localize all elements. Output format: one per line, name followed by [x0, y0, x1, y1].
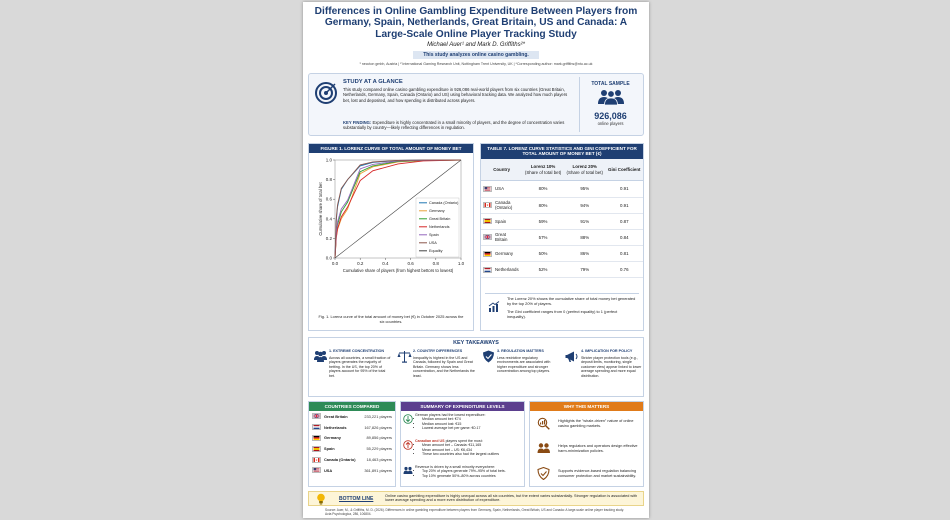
legend-label: Germany: [429, 209, 445, 213]
key-takeaways: [308, 337, 644, 397]
table-body: [481, 181, 643, 278]
arrow-down-icon: [403, 414, 413, 424]
takeaway-item: [563, 348, 645, 396]
player-count: 167,826 players: [364, 424, 392, 430]
summary-bullet: • Median amount lost: €15: [422, 422, 522, 426]
gini-cell: 0.84: [606, 229, 643, 245]
gini-cell: 0.87: [606, 213, 643, 229]
country-row: [309, 411, 395, 422]
table-row: [481, 213, 643, 229]
country-name: Germany: [495, 251, 514, 257]
legend-label: Equality: [429, 249, 443, 253]
people-icon: [596, 89, 626, 105]
country-name: Spain: [324, 446, 335, 452]
group-icon: [313, 350, 328, 363]
table-column-header: [606, 159, 643, 181]
country-list: [309, 411, 395, 476]
people-icon: [537, 442, 550, 455]
country-row: [309, 465, 395, 476]
country-row: [309, 443, 395, 454]
study-banner: This study analyzes online casino gambling.: [413, 51, 539, 59]
country-name: Canada (Ontario): [324, 457, 356, 463]
sample-value: 926,086: [594, 111, 627, 121]
country-cell: [481, 181, 522, 197]
legend-label: USA: [429, 241, 437, 245]
study-at-a-glance: [308, 73, 644, 136]
sample-sub: online players: [597, 121, 624, 126]
lorenz-cell: 91%: [564, 213, 606, 229]
table-head-row: [481, 159, 643, 181]
authors: Michael Auer¹ and Mark D. Griffiths²*: [427, 42, 525, 48]
lorenz-cell: 80%: [522, 181, 564, 197]
nl-flag-icon: [483, 267, 492, 273]
summary-minority-lead: Revenue is driven by a small minority everywhere:: [415, 465, 496, 469]
summary-highest-countries: Canadian and US: [415, 439, 445, 443]
player-count: 55,229 players: [366, 446, 392, 452]
sample-label: TOTAL SAMPLE: [591, 81, 630, 87]
summary-bullet: • Lowest average bet per game: €0.17: [422, 426, 522, 430]
figure-caption: Fig. 1. Lorenz curve of the total amount of money bet (€) in October 2025 across the six countries.: [318, 314, 464, 325]
lightbulb-icon: [315, 493, 327, 505]
ca-flag-icon: [483, 202, 492, 208]
table-column-header: [481, 159, 522, 181]
gini-cell: 0.81: [606, 246, 643, 262]
lorenz-chart: [309, 154, 473, 304]
de-flag-icon: [483, 251, 492, 257]
lorenz-cell: 50%: [522, 246, 564, 262]
x-tick-label: 0.8: [432, 261, 439, 266]
takeaway-body: Inequality is highest in the US and Canada, followed by Spain and Great Britain. Germany shows less concentration, and the Netherlands the least.: [413, 356, 475, 378]
y-axis-label: Cumulative share of total bet: [318, 182, 323, 236]
scales-icon: [397, 350, 412, 363]
source-citation: Source: Auer, M., & Griffiths, M. D. (2026). Differences in online gambling expenditure between players from Germany, Spain, Netherlands, Great Britain, US and Canada: A large-scale online player tracking study. Acta Psychologica, 286, 106804.: [325, 508, 625, 516]
takeaway-head: 3. REGULATION MATTERS: [497, 349, 544, 353]
table-note-2: The Gini coefficient ranges from 0 (perfect equality) to 1 (perfect inequality).: [507, 308, 618, 319]
y-tick-label: 0.2: [325, 235, 332, 241]
shield-check-icon: [537, 467, 550, 480]
takeaway-body: Less restrictive regulatory environments are associated with higher expenditure and stronger concentration among top players.: [497, 356, 551, 374]
column-subtitle: (Share of total bet): [524, 169, 562, 175]
magnifier-chart-icon: [537, 417, 550, 430]
lorenz-cell: 80%: [522, 197, 564, 213]
table-lorenz-gini: [480, 143, 644, 331]
y-tick-label: 1.0: [325, 157, 332, 163]
es-flag-icon: [483, 218, 492, 224]
megaphone-icon: [565, 350, 580, 363]
table-row: [481, 197, 643, 213]
takeaway-item: [479, 348, 561, 396]
table-header: TABLE 7. LORENZ CURVE STATISTICS AND GINI COEFFICIENT FOR TOTAL AMOUNT OF MONEY BET (€): [481, 144, 643, 159]
table-note: [485, 293, 639, 327]
target-icon: [315, 82, 337, 104]
summary-bullet: • Mean amount bet – US: €6,434: [422, 448, 522, 452]
summary-header: SUMMARY OF EXPENDITURE LEVELS: [401, 402, 524, 411]
chart-trend-icon: [488, 301, 500, 313]
column-title: Lorenz 20%: [572, 164, 597, 170]
why-text: Highlights the "whale-driven" nature of online casino gambling markets.: [558, 418, 634, 428]
country-row: [309, 454, 395, 465]
nl-flag-icon: [312, 424, 321, 430]
country-name: USA: [324, 467, 333, 473]
country-cell: [481, 197, 522, 213]
us-flag-icon: [483, 186, 492, 192]
people-icon: [403, 466, 413, 476]
takeaway-body: Stricter player protection tools (e.g., deposit limits, monitoring, single customer view) appear linked to lower average spending and more equal distribution.: [581, 356, 642, 378]
de-flag-icon: [312, 435, 321, 441]
lorenz-cell: 79%: [564, 262, 606, 278]
key-finding-label: KEY FINDING:: [343, 120, 372, 125]
player-count: 18,463 players: [366, 457, 392, 463]
lorenz-cell: 86%: [564, 246, 606, 262]
gini-cell: 0.91: [606, 181, 643, 197]
country-name: Spain: [495, 218, 507, 224]
legend-label: Canada (Ontario): [429, 201, 459, 205]
us-flag-icon: [312, 467, 321, 473]
stats-table: [481, 159, 643, 279]
takeaway-head: 1. EXTREME CONCENTRATION: [329, 349, 385, 353]
summary-minority: [401, 465, 524, 489]
y-tick-label: 0.4: [325, 216, 332, 222]
key-finding-text: Expenditure is highly concentrated in a small minority of players, and the degree of concentration varies substantially by country—likely reflecting differences in regulation.: [343, 120, 565, 131]
why-this-matters: [529, 401, 644, 487]
country-cell: [481, 262, 522, 278]
table-row: [481, 229, 643, 245]
player-count: 361,891 players: [364, 467, 392, 473]
bottom-line: [308, 491, 644, 506]
table-column-header: [564, 159, 606, 181]
poster-title: Differences in Online Gambling Expenditure Between Players from Germany, Spain, Netherlands, Great Britain, US and Canada: A Large-Scale Online Player Tracking Study: [314, 6, 638, 40]
key-finding: [343, 120, 573, 131]
legend-label: Spain: [429, 233, 439, 237]
takeaway-item: [395, 348, 477, 396]
country-row: [309, 433, 395, 444]
why-text: Helps regulators and operators design effective harm-minimization policies.: [558, 443, 638, 453]
summary-expenditure: [400, 401, 525, 487]
figure-header: FIGURE 1. LORENZ CURVE OF TOTAL AMOUNT OF MONEY BET: [309, 144, 473, 153]
figure-lorenz-curve: [308, 143, 474, 331]
takeaway-item: [311, 348, 393, 396]
countries-compared: [308, 401, 396, 487]
why-item: [530, 436, 643, 461]
country-name: Netherlands: [495, 267, 519, 273]
x-tick-label: 0.6: [407, 261, 414, 266]
summary-lowest-lead: German players had the lowest expenditure:: [415, 413, 486, 417]
lorenz-cell: 95%: [564, 181, 606, 197]
lorenz-cell: 94%: [564, 197, 606, 213]
table-row: [481, 262, 643, 278]
summary-bullet: • Top 10% generate 50%–80% across countries: [422, 474, 522, 478]
why-text: Supports evidence-based regulation balancing consumer protection and market sustainability.: [558, 468, 637, 478]
ca-flag-icon: [312, 457, 321, 463]
summary-bullet: • Top 20% of players generate 79%–95% of total bets.: [422, 469, 522, 473]
column-title: Country: [493, 166, 511, 172]
country-name: Great Britain: [324, 413, 348, 419]
country-cell: [481, 246, 522, 262]
glance-text: This study compared online casino gambling expenditure in 926,086 real-world players from six countries (Great Britain, Netherlands, Germany, Spain, Canada (Ontario) and US) using behavioral tracking data. We analyzed how much players bet, lost and deposited, and how spending is distributed across players.: [343, 87, 568, 103]
table-column-header: [522, 159, 564, 181]
summary-lowest: [401, 413, 524, 437]
summary-bullet: • Mean amount bet – Canada: €11,165: [422, 443, 522, 447]
why-header: WHY THIS MATTERS: [530, 402, 643, 411]
bottom-line-title: BOTTOM LINE: [339, 496, 374, 502]
country-cell: [481, 213, 522, 229]
x-tick-label: 0.2: [357, 261, 364, 266]
country-name: USA: [495, 186, 505, 192]
summary-highest: [401, 439, 524, 463]
legend-label: Great Britain: [429, 217, 451, 221]
country-name: Netherlands: [324, 424, 347, 430]
why-item: [530, 461, 643, 486]
bottom-line-text: Online casino gambling expenditure is highly unequal across all six countries, but the extent varies substantially. Stronger regulation is associated with lower average spending and a more even distribution of expenditure.: [385, 493, 638, 503]
summary-bullet: • These two countries also had the largest outliers: [422, 452, 522, 456]
shield-icon: [481, 350, 496, 363]
takeaway-head: 4. IMPLICATION FOR POLICY: [581, 349, 633, 353]
table-note-1: The Lorenz 20% shows the cumulative share of total money bet generated by the top 20% of players.: [507, 296, 636, 306]
country-name: Germany: [324, 435, 341, 441]
summary-highest-text: players spent the most:: [445, 439, 483, 443]
country-name: Great Britain: [495, 232, 508, 243]
x-tick-label: 0.0: [331, 261, 339, 266]
gini-cell: 0.76: [606, 262, 643, 278]
x-tick-label: 1.0: [457, 261, 465, 266]
lorenz-cell: 57%: [522, 229, 564, 245]
countries-header: COUNTRIES COMPARED: [309, 402, 395, 411]
player-count: 89,856 players: [366, 435, 392, 441]
gb-flag-icon: [312, 413, 321, 419]
es-flag-icon: [312, 446, 321, 452]
country-cell: [481, 229, 522, 245]
column-subtitle: (Share of total bet): [566, 169, 603, 175]
country-name: Canada (Ontario): [495, 200, 513, 211]
lorenz-cell: 88%: [564, 229, 606, 245]
x-axis-label: Cumulative share of players (from highest bettors to lowest): [342, 268, 454, 273]
table-row: [481, 246, 643, 262]
poster: [303, 2, 649, 518]
total-sample: [579, 77, 641, 132]
gini-cell: 0.91: [606, 197, 643, 213]
y-tick-label: 0.0: [325, 255, 332, 261]
why-item: [530, 411, 643, 436]
takeaway-head: 2. COUNTRY DIFFERENCES: [413, 349, 463, 353]
x-tick-label: 0.4: [382, 261, 389, 266]
takeaway-body: Across all countries, a small fraction of players generates the majority of betting. In the US, the top 20% of players account for 95% of the total bet.: [329, 356, 391, 378]
y-tick-label: 0.8: [325, 177, 332, 183]
country-row: [309, 422, 395, 433]
lorenz-cell: 59%: [522, 213, 564, 229]
table-note-text: [507, 297, 637, 320]
glance-title: STUDY AT A GLANCE: [343, 79, 403, 85]
takeaways-title: KEY TAKEAWAYS: [453, 340, 499, 346]
column-title: Lorenz 10%: [530, 164, 556, 170]
column-title: Gini Coefficient: [608, 166, 641, 172]
legend-label: Netherlands: [429, 225, 450, 229]
arrow-up-icon: [403, 440, 413, 450]
table-row: [481, 181, 643, 197]
lorenz-cell: 52%: [522, 262, 564, 278]
y-tick-label: 0.6: [325, 196, 332, 202]
gb-flag-icon: [483, 234, 492, 240]
affiliations: ¹ neccton gmbh, Austria | ² International Gaming Research Unit, Nottingham Trent University, UK | *Corresponding author: mark.griffiths@ntu.ac.uk: [359, 62, 593, 66]
summary-bullet: • Median amount bet: €74: [422, 417, 522, 421]
player-count: 233,221 players: [364, 413, 392, 419]
